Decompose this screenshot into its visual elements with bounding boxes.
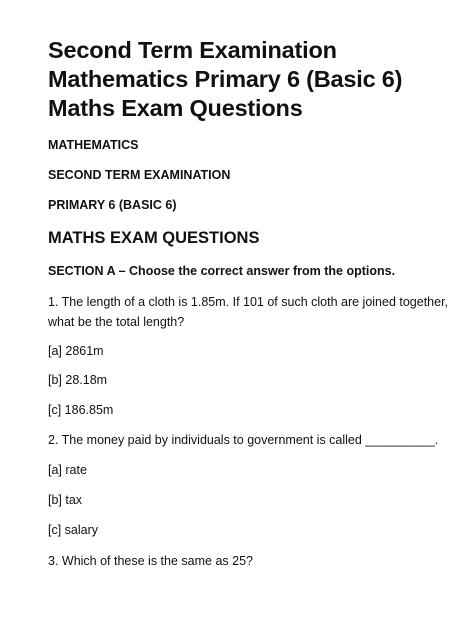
section-a-instructions: SECTION A – Choose the correct answer from the options. — [48, 264, 396, 278]
title-line-3: Maths Exam Questions — [48, 95, 303, 121]
title-line-2: Mathematics Primary 6 (Basic 6) — [48, 66, 403, 92]
page-title — [48, 36, 468, 123]
question-2-text: 2. The money paid by individuals to government is called __________. — [48, 433, 439, 447]
class-label: PRIMARY 6 (BASIC 6) — [48, 198, 177, 212]
question-1-option-a: [a] 2861m — [48, 344, 104, 358]
question-1-option-c: [c] 186.85m — [48, 403, 114, 417]
question-2-option-a: [a] rate — [48, 463, 87, 477]
question-1-text: 1. The length of a cloth is 1.85m. If 101 of such cloth are joined together, what be the total length? — [48, 295, 449, 329]
question-3-text: 3. Which of these is the same as 25? — [48, 554, 253, 568]
question-1-option-b: [b] 28.18m — [48, 373, 108, 387]
title-line-1: Second Term Examination — [48, 37, 337, 63]
subject-label: MATHEMATICS — [48, 138, 139, 152]
section-heading: MATHS EXAM QUESTIONS — [48, 229, 260, 247]
question-2-option-c: [c] salary — [48, 523, 99, 537]
question-2-option-b: [b] tax — [48, 493, 83, 507]
exam-label: SECOND TERM EXAMINATION — [48, 168, 231, 182]
